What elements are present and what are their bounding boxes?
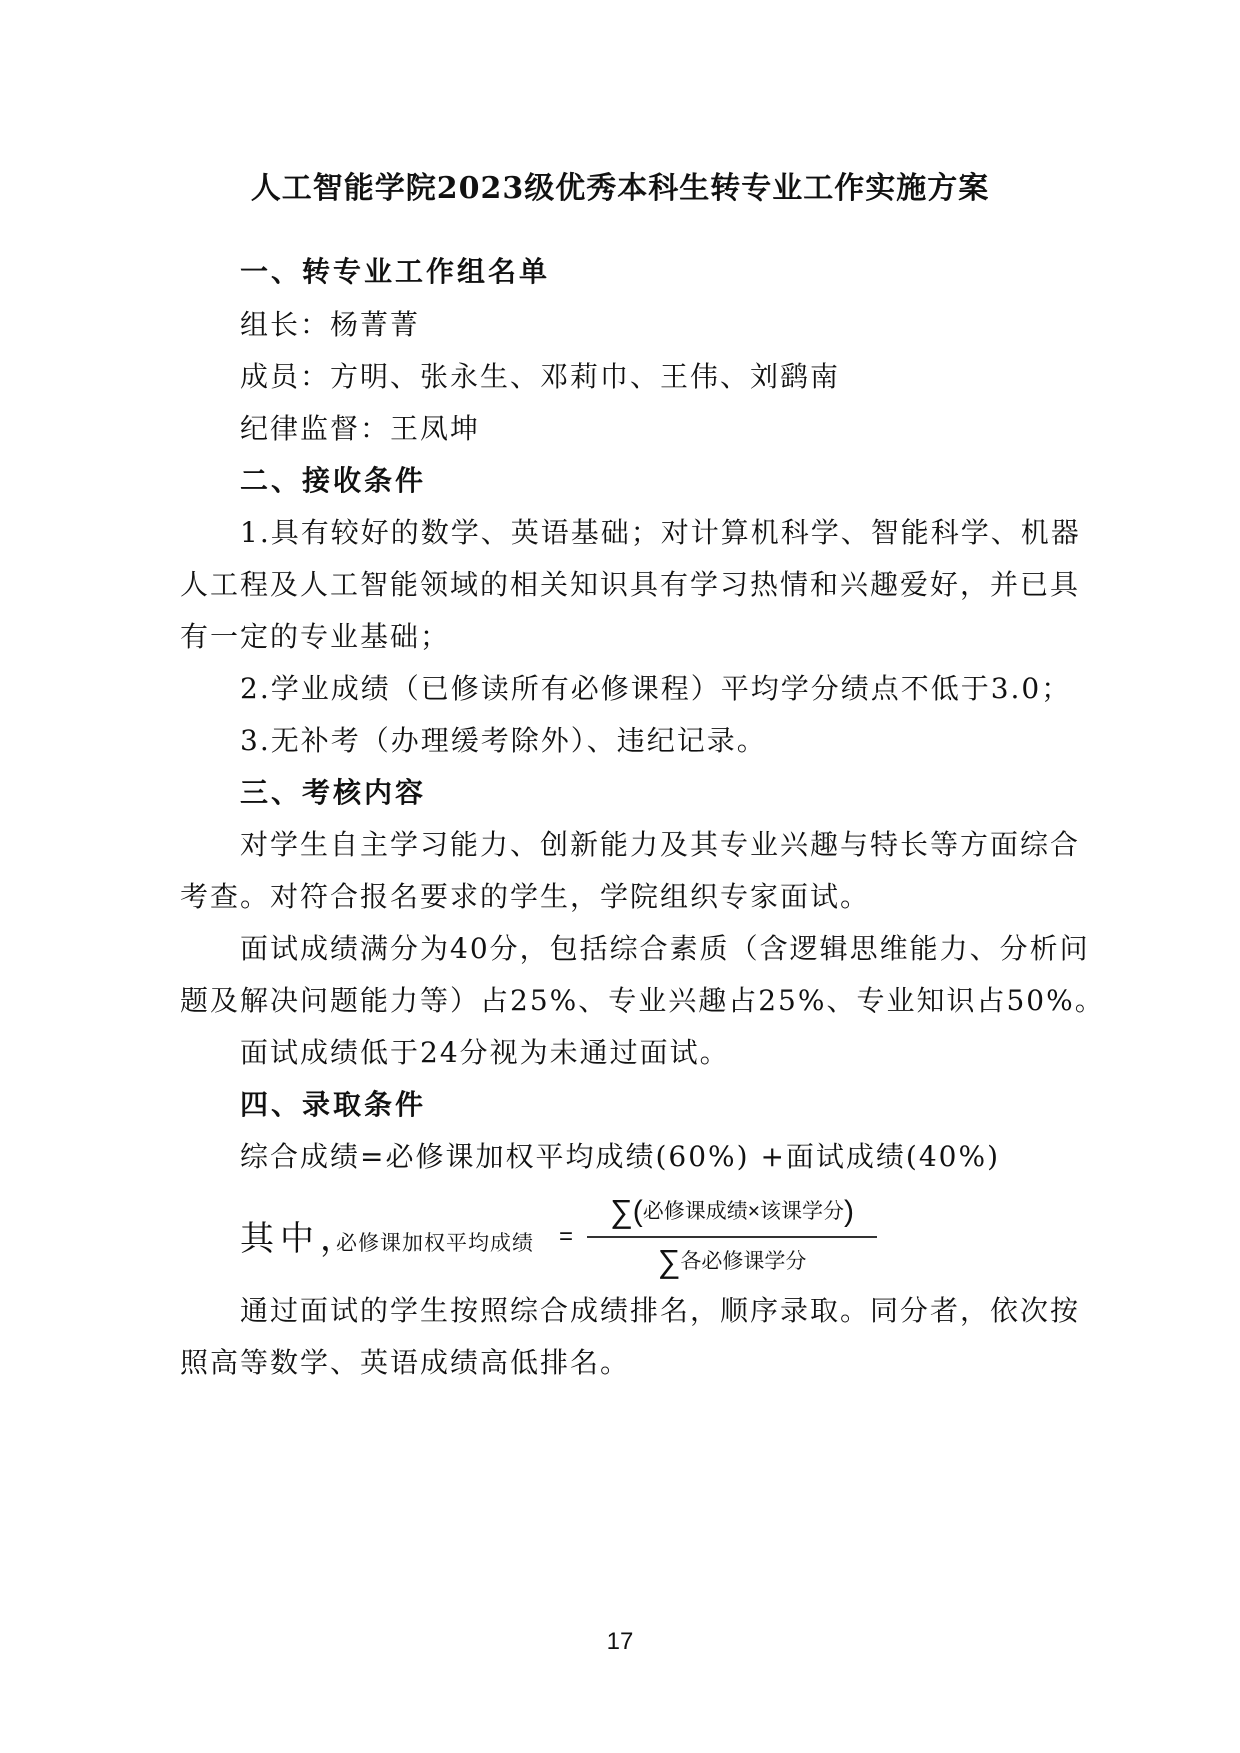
sigma-symbol: ∑	[657, 1243, 681, 1279]
formula-equals: =	[559, 1223, 574, 1250]
condition-1-line-2: 人工程及人工智能领域的相关知识具有学习热情和兴趣爱好，并已具	[180, 568, 1081, 601]
formula-open-paren: (	[632, 1195, 643, 1228]
section-1-heading: 一、转专业工作组名单	[240, 255, 551, 288]
composite-score-formula: 综合成绩=必修课加权平均成绩(60%) +面试成绩(40%)	[240, 1140, 1000, 1173]
formula-denominator	[587, 1243, 877, 1280]
group-leader-line: 组长：杨菁菁	[240, 308, 421, 341]
condition-1-line-3: 有一定的专业基础；	[180, 620, 451, 653]
numerator-text: 必修课成绩×该课学分	[642, 1200, 845, 1223]
admission-paragraph-line-2: 照高等数学、英语成绩高低排名。	[180, 1346, 631, 1379]
condition-2-line: 2.学业成绩（已修读所有必修课程）平均学分绩点不低于3.0；	[240, 672, 1072, 705]
denominator-text: 各必修课学分	[680, 1250, 807, 1273]
assessment-paragraph-1-line-1: 对学生自主学习能力、创新能力及其专业兴趣与特长等方面综合	[240, 828, 1081, 861]
admission-paragraph-line-1: 通过面试的学生按照综合成绩排名，顺序录取。同分者，依次按	[240, 1294, 1081, 1327]
formula-lead-text: 其中，	[240, 1219, 360, 1259]
section-2-heading: 二、接收条件	[240, 464, 427, 497]
section-4-heading: 四、录取条件	[240, 1088, 427, 1121]
sigma-symbol: ∑	[609, 1193, 633, 1229]
page-number: 17	[606, 1628, 634, 1655]
assessment-paragraph-2-line-2: 题及解决问题能力等）占25%、专业兴趣占25%、专业知识占50%。	[180, 984, 1105, 1017]
group-members-line: 成员：方明、张永生、邓莉巾、王伟、刘鹞南	[240, 360, 841, 393]
assessment-paragraph-1-line-2: 考查。对符合报名要求的学生，学院组织专家面试。	[180, 880, 871, 913]
weighted-average-formula	[240, 1193, 1060, 1293]
assessment-paragraph-3: 面试成绩低于24分视为未通过面试。	[240, 1036, 730, 1069]
discipline-supervisor-line: 纪律监督：王凤坤	[240, 412, 481, 445]
condition-3-line: 3.无补考（办理缓考除外）、违纪记录。	[240, 724, 767, 757]
condition-1-line-1: 1.具有较好的数学、英语基础；对计算机科学、智能科学、机器	[240, 516, 1081, 549]
formula-numerator	[587, 1193, 877, 1230]
assessment-paragraph-2-line-1: 面试成绩满分为40分，包括综合素质（含逻辑思维能力、分析问	[240, 932, 1090, 965]
formula-close-paren: )	[844, 1195, 855, 1228]
formula-name: 必修课加权平均成绩	[336, 1232, 534, 1255]
document-title: 人工智能学院2023级优秀本科生转专业工作实施方案	[250, 171, 990, 206]
section-3-heading: 三、考核内容	[240, 776, 427, 809]
fraction-bar	[587, 1236, 877, 1238]
